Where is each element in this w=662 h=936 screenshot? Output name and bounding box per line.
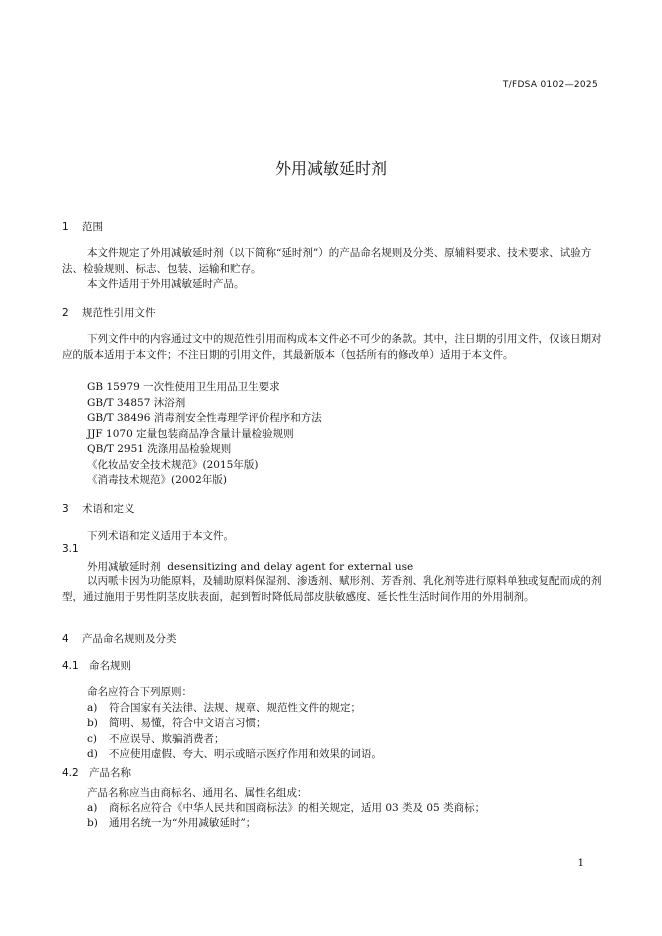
section-2-paragraph-1: 下列文件中的内容通过文中的规范性引用而构成本文件必不可少的条款。其中，注日期的引用文件，仅该日期对应的版本适用于本文件；不注日期的引用文件，其最新版本（包括所有的修改单）适用于本文件。 [62, 333, 602, 361]
reference-item: GB/T 34857 沐浴剂 [87, 397, 186, 409]
term-english: desensitizing and delay agent for external use [167, 561, 414, 573]
section-number: 4 [62, 633, 69, 645]
term-entry [87, 559, 413, 574]
section-title: 范围 [82, 221, 103, 233]
section-3-heading [62, 501, 135, 516]
subsection-title: 命名规则 [89, 660, 131, 672]
section-3-paragraph-1: 下列术语和定义适用于本文件。 [87, 530, 234, 542]
list-marker: b) [87, 717, 98, 729]
reference-item: JJF 1070 定量包装商品净含量计量检验规则 [87, 428, 294, 440]
reference-item: 《消毒技术规范》(2002年版) [87, 474, 227, 486]
list-item [87, 715, 267, 730]
list-item [87, 746, 382, 761]
section-2-heading [62, 305, 156, 320]
list-marker: a) [87, 702, 98, 714]
section-title: 术语和定义 [82, 503, 135, 515]
list-text: 符合国家有关法律、法规、规章、规范性文件的规定； [109, 702, 361, 714]
reference-item: QB/T 2951 洗涤用品检验规则 [87, 443, 232, 455]
term-chinese: 外用减敏延时剂 [87, 561, 161, 573]
list-text: 不应使用虚假、夸大、明示或暗示医疗作用和效果的词语。 [109, 748, 382, 760]
document-title: 外用减敏延时剂 [274, 159, 387, 178]
section-1-heading [62, 219, 103, 234]
section-number: 3 [62, 503, 69, 515]
section-number: 1 [62, 221, 69, 233]
reference-item: GB 15979 一次性使用卫生用品卫生要求 [87, 381, 280, 393]
section-number: 2 [62, 307, 69, 319]
list-item [87, 800, 485, 815]
section-1-paragraph-2: 本文件适用于外用减敏延时产品。 [87, 278, 245, 290]
section-title: 规范性引用文件 [82, 307, 156, 319]
subsection-4-1-heading [62, 658, 131, 673]
section-1-paragraph-1: 本文件规定了外用减敏延时剂（以下简称“延时剂”）的产品命名规则及分类、原辅料要求、技术要求、试验方法、检验规则、标志、包装、运输和贮存。 [62, 247, 592, 275]
term-definition: 以丙哌卡因为功能原料，及辅助原料保湿剂、渗透剂、赋形剂、芳香剂、乳化剂等进行原料单独或复配而成的剂型，通过施用于男性阴茎皮肤表面，起到暂时降低局部皮肤敏感度、延长性生活时间作用的外用制剂。 [62, 575, 602, 603]
list-text: 简明、易懂，符合中文语言习惯； [109, 717, 267, 729]
list-marker: c) [87, 733, 97, 745]
list-item [87, 700, 361, 715]
reference-item: GB/T 38496 消毒剂安全性毒理学评价程序和方法 [87, 412, 322, 424]
list-text: 不应误导、欺骗消费者； [109, 733, 225, 745]
list-text: 商标名应符合《中华人民共和国商标法》的相关规定，适用 03 类及 05 类商标； [109, 802, 486, 814]
subsection-title: 产品名称 [89, 767, 131, 779]
list-item [87, 731, 225, 746]
subsection-number: 4.1 [62, 660, 79, 672]
list-marker: d) [87, 748, 98, 760]
section-4-heading [62, 631, 177, 646]
rules-intro: 命名应符合下列原则： [87, 686, 192, 698]
term-number: 3.1 [62, 543, 79, 555]
standard-number: T/FDSA 0102—2025 [502, 80, 598, 90]
section-title: 产品命名规则及分类 [82, 633, 177, 645]
page-number: 1 [577, 858, 584, 869]
subsection-number: 4.2 [62, 767, 79, 779]
subsection-4-2-heading [62, 765, 131, 780]
name-intro: 产品名称应当由商标名、通用名、属性名组成： [87, 787, 308, 799]
reference-item: 《化妆品安全技术规范》(2015年版) [87, 459, 259, 471]
list-marker: a) [87, 802, 98, 814]
list-text: 通用名统一为“外用减敏延时”； [109, 817, 257, 829]
list-item [87, 815, 256, 830]
list-marker: b) [87, 817, 98, 829]
